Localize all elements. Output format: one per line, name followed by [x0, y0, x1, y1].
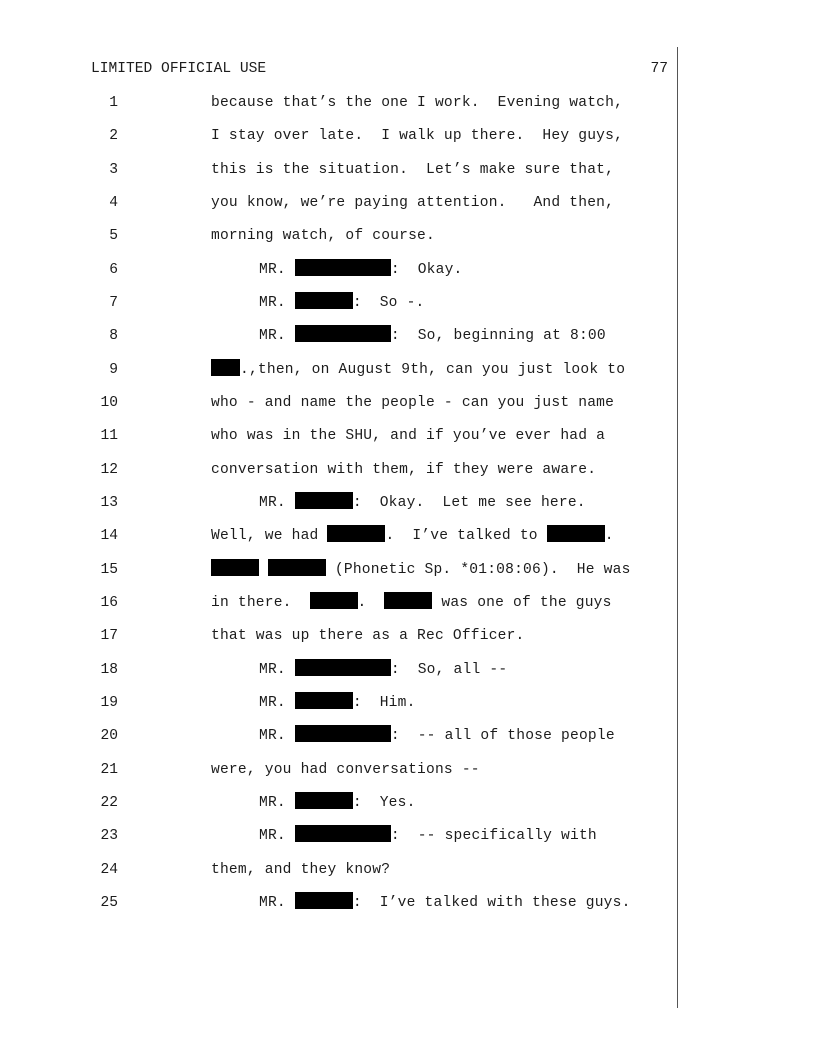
transcript-line	[0, 891, 680, 915]
line-text: MR. : -- all of those people	[259, 724, 615, 748]
page-number: 77	[650, 61, 668, 77]
line-text: MR. : So, beginning at 8:00	[259, 324, 606, 348]
line-text: them, and they know?	[211, 862, 391, 878]
redaction-block	[295, 725, 391, 742]
line-text: MR. : Okay.	[259, 258, 463, 282]
line-number: 11	[100, 428, 118, 444]
line-text: MR. : Yes.	[259, 791, 416, 815]
line-text: MR. : Him.	[259, 691, 416, 715]
line-text: .,then, on August 9th, can you just look to	[211, 358, 625, 382]
redaction-block	[310, 592, 358, 609]
line-text: (Phonetic Sp. *01:08:06). He was	[211, 558, 631, 582]
transcript-line	[0, 491, 680, 515]
line-number: 8	[109, 328, 118, 344]
line-number: 20	[100, 728, 118, 744]
transcript-line	[0, 758, 680, 782]
redaction-block	[327, 525, 385, 542]
transcript-line	[0, 424, 680, 448]
line-number: 17	[100, 628, 118, 644]
line-number: 10	[100, 395, 118, 411]
transcript-line	[0, 791, 680, 815]
line-number: 5	[109, 228, 118, 244]
line-number: 6	[109, 262, 118, 278]
transcript-line	[0, 391, 680, 415]
transcript-line	[0, 358, 680, 382]
transcript-line	[0, 724, 680, 748]
line-number: 13	[100, 495, 118, 511]
redaction-block	[295, 892, 353, 909]
line-number: 4	[109, 195, 118, 211]
line-number: 1	[109, 95, 118, 111]
line-text: you know, we’re paying attention. And then,	[211, 195, 615, 211]
redaction-block	[295, 659, 391, 676]
line-text: that was up there as a Rec Officer.	[211, 628, 525, 644]
line-number: 16	[100, 595, 118, 611]
transcript-line	[0, 691, 680, 715]
line-text: MR. : -- specifically with	[259, 824, 597, 848]
line-number: 18	[100, 662, 118, 678]
line-text: MR. : I’ve talked with these guys.	[259, 891, 631, 915]
transcript-line	[0, 624, 680, 648]
transcript-line	[0, 124, 680, 148]
transcript-line	[0, 91, 680, 115]
line-text: who was in the SHU, and if you’ve ever had a	[211, 428, 606, 444]
line-number: 7	[109, 295, 118, 311]
redaction-block	[384, 592, 432, 609]
line-text: MR. : So -.	[259, 291, 425, 315]
transcript-line	[0, 858, 680, 882]
line-text: this is the situation. Let’s make sure that,	[211, 162, 615, 178]
line-text: were, you had conversations --	[211, 762, 480, 778]
redaction-block	[295, 792, 353, 809]
line-text: who - and name the people - can you just name	[211, 395, 615, 411]
line-text: because that’s the one I work. Evening watch,	[211, 95, 624, 111]
line-number: 14	[100, 528, 118, 544]
redaction-block	[211, 359, 240, 376]
transcript-line	[0, 158, 680, 182]
classification-header: LIMITED OFFICIAL USE	[91, 61, 267, 77]
line-number: 24	[100, 862, 118, 878]
redaction-block	[295, 325, 391, 342]
line-text: conversation with them, if they were aware.	[211, 462, 597, 478]
redaction-block	[295, 692, 353, 709]
line-number: 23	[100, 828, 118, 844]
transcript-line	[0, 258, 680, 282]
line-text: MR. : So, all --	[259, 658, 507, 682]
transcript-line	[0, 458, 680, 482]
line-text: in there. . was one of the guys	[211, 591, 612, 615]
line-text: MR. : Okay. Let me see here.	[259, 491, 586, 515]
transcript-line	[0, 324, 680, 348]
line-number: 3	[109, 162, 118, 178]
line-number: 19	[100, 695, 118, 711]
line-text: I stay over late. I walk up there. Hey guys,	[211, 128, 624, 144]
redaction-block	[547, 525, 605, 542]
redaction-block	[268, 559, 326, 576]
transcript-line	[0, 224, 680, 248]
transcript-line	[0, 658, 680, 682]
redaction-block	[295, 259, 391, 276]
line-number: 21	[100, 762, 118, 778]
line-number: 25	[100, 895, 118, 911]
transcript-line	[0, 824, 680, 848]
line-text: Well, we had . I’ve talked to .	[211, 524, 614, 548]
redaction-block	[295, 825, 391, 842]
transcript-line	[0, 524, 680, 548]
redaction-block	[295, 492, 353, 509]
transcript-line	[0, 591, 680, 615]
line-text: morning watch, of course.	[211, 228, 435, 244]
line-number: 12	[100, 462, 118, 478]
redaction-block	[211, 559, 259, 576]
line-number: 9	[109, 362, 118, 378]
redaction-block	[295, 292, 353, 309]
line-number: 15	[100, 562, 118, 578]
line-number: 22	[100, 795, 118, 811]
transcript-line	[0, 191, 680, 215]
line-number: 2	[109, 128, 118, 144]
transcript-line	[0, 291, 680, 315]
transcript-line	[0, 558, 680, 582]
